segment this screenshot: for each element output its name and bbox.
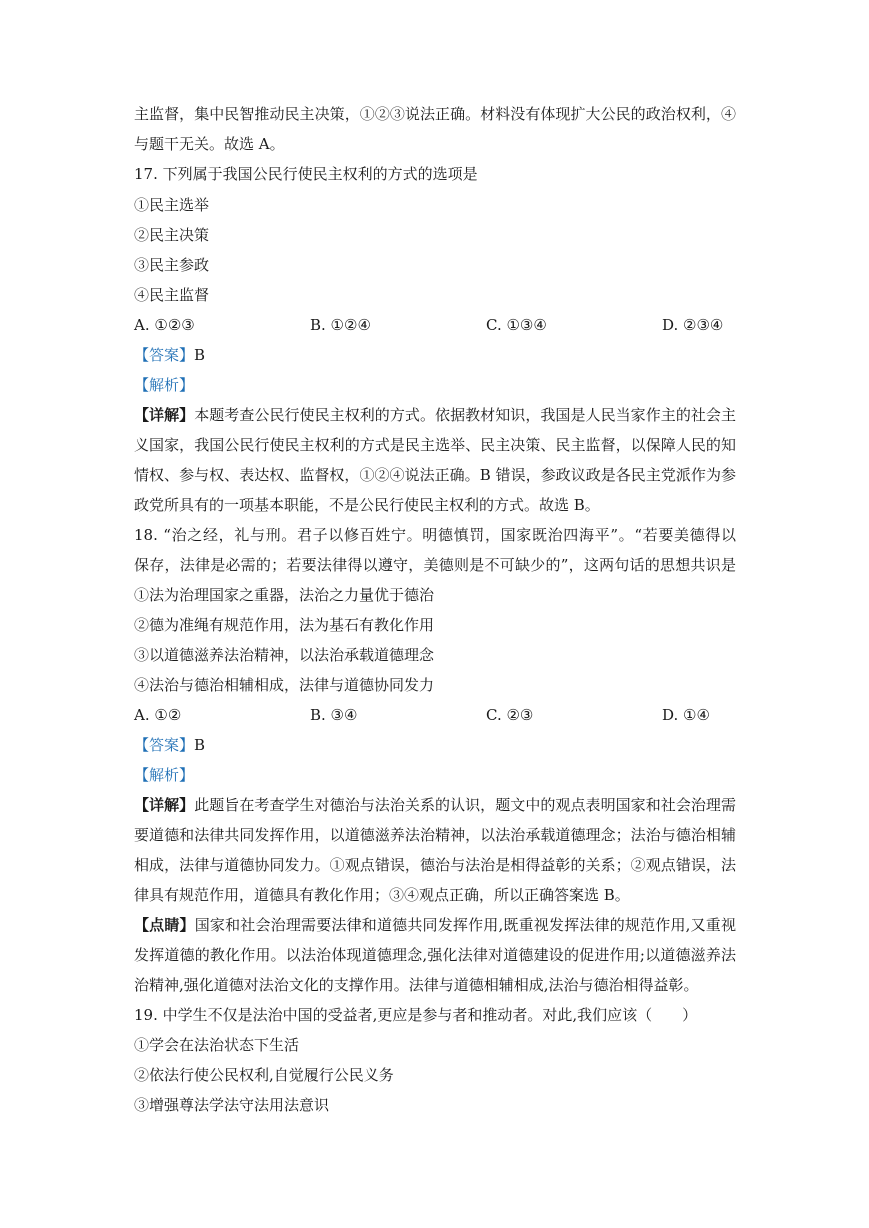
q17-analysis-tag <box>134 375 194 395</box>
q18-option-b: B. ③④ <box>310 706 358 724</box>
q17-detail-line-1 <box>134 405 736 425</box>
q17-option-b: B. ①②④ <box>310 316 371 334</box>
q18-answer <box>134 735 205 755</box>
analysis-tag: 【解析】 <box>134 376 195 394</box>
q18-stem-line-2: 保存，法律是必需的；若要法律得以遵守，美德则是不可缺少的”，这两句话的思想共识是 <box>134 556 736 574</box>
q18-stem-line-1: 18. “治之经，礼与刑。君子以修百姓宁。明德慎罚，国家既治四海平”。“若要美德得以 <box>134 526 736 544</box>
q17-item-2: ②民主决策 <box>134 226 210 244</box>
q19-stem: 19. 中学生不仅是法治中国的受益者,更应是参与者和推动者。对此,我们应该（ ） <box>134 1006 698 1024</box>
q19-item-3: ③增强尊法学法守法用法意识 <box>134 1096 330 1114</box>
q17-option-c: C. ①③④ <box>486 316 547 334</box>
q17-detail-line-3: 情权、参与权、表达权、监督权，①②④说法正确。B 错误，参政议政是各民主党派作为参 <box>134 466 736 484</box>
q17-item-1: ①民主选举 <box>134 196 210 214</box>
q17-detail-line-4: 政党所具有的一项基本职能，不是公民行使民主权利的方式。故选 B。 <box>134 496 600 514</box>
q18-detail-line-3: 相成，法律与道德协同发力。①观点错误，德治与法治是相得益彰的关系；②观点错误，法 <box>134 856 736 874</box>
q18-detail-line-4: 律具有规范作用，道德具有教化作用；③④观点正确，所以正确答案选 B。 <box>134 886 630 904</box>
q18-option-d: D. ①④ <box>662 706 710 724</box>
analysis-tag: 【解析】 <box>134 766 195 784</box>
q17-item-4: ④民主监督 <box>134 286 210 304</box>
q17-detail-line-2: 义国家，我国公民行使民主权利的方式是民主选举、民主决策、民主监督，以保障人民的知 <box>134 436 736 454</box>
q17-answer <box>134 345 205 365</box>
q19-item-1: ①学会在法治状态下生活 <box>134 1036 300 1054</box>
q18-option-c: C. ②③ <box>486 706 534 724</box>
answer-value: B <box>194 736 206 754</box>
intro-line-1: 主监督，集中民智推动民主决策，①②③说法正确。材料没有体现扩大公民的政治权利，④ <box>134 105 736 123</box>
detail-tag: 【详解】 <box>134 796 195 814</box>
q18-comment-line-3: 治精神,强化道德对法治文化的支撑作用。法律与道德相辅相成,法治与德治相得益彰。 <box>134 976 699 994</box>
q18-item-3: ③以道德滋养法治精神，以法治承载道德理念 <box>134 646 435 664</box>
q18-comment-line-2: 发挥道德的教化作用。以法治体现道德理念,强化法律对道德建设的促进作用;以道德滋养法 <box>134 946 736 964</box>
q18-detail-line-2: 要道德和法律共同发挥作用，以道德滋养法治精神，以法治承载道德理念；法治与德治相辅 <box>134 826 736 844</box>
intro-line-2: 与题干无关。故选 A。 <box>134 135 285 153</box>
q18-item-1: ①法为治理国家之重器，法治之力量优于德治 <box>134 586 435 604</box>
q19-item-2: ②依法行使公民权利,自觉履行公民义务 <box>134 1066 394 1084</box>
q17-option-a: A. ①②③ <box>134 316 195 334</box>
q18-item-4: ④法治与德治相辅相成，法律与道德协同发力 <box>134 676 435 694</box>
q18-detail-line-1 <box>134 795 736 815</box>
q18-analysis-tag <box>134 765 194 785</box>
detail-text: 此题旨在考查学生对德治与法治关系的认识，题文中的观点表明国家和社会治理需 <box>194 796 736 814</box>
detail-tag: 【详解】 <box>134 406 195 424</box>
q18-option-a: A. ①② <box>134 706 182 724</box>
q17-option-d: D. ②③④ <box>662 316 724 334</box>
answer-value: B <box>194 346 206 364</box>
q17-stem: 17. 下列属于我国公民行使民主权利的方式的选项是 <box>134 165 478 183</box>
q17-item-3: ③民主参政 <box>134 256 210 274</box>
comment-tag: 【点睛】 <box>134 916 195 934</box>
answer-tag: 【答案】 <box>134 346 195 364</box>
comment-text: 国家和社会治理需要法律和道德共同发挥作用,既重视发挥法律的规范作用,又重视 <box>194 916 736 934</box>
q18-item-2: ②德为准绳有规范作用，法为基石有教化作用 <box>134 616 435 634</box>
answer-tag: 【答案】 <box>134 736 195 754</box>
detail-text: 本题考查公民行使民主权利的方式。依据教材知识，我国是人民当家作主的社会主 <box>194 406 736 424</box>
q18-comment-line-1 <box>134 915 736 935</box>
